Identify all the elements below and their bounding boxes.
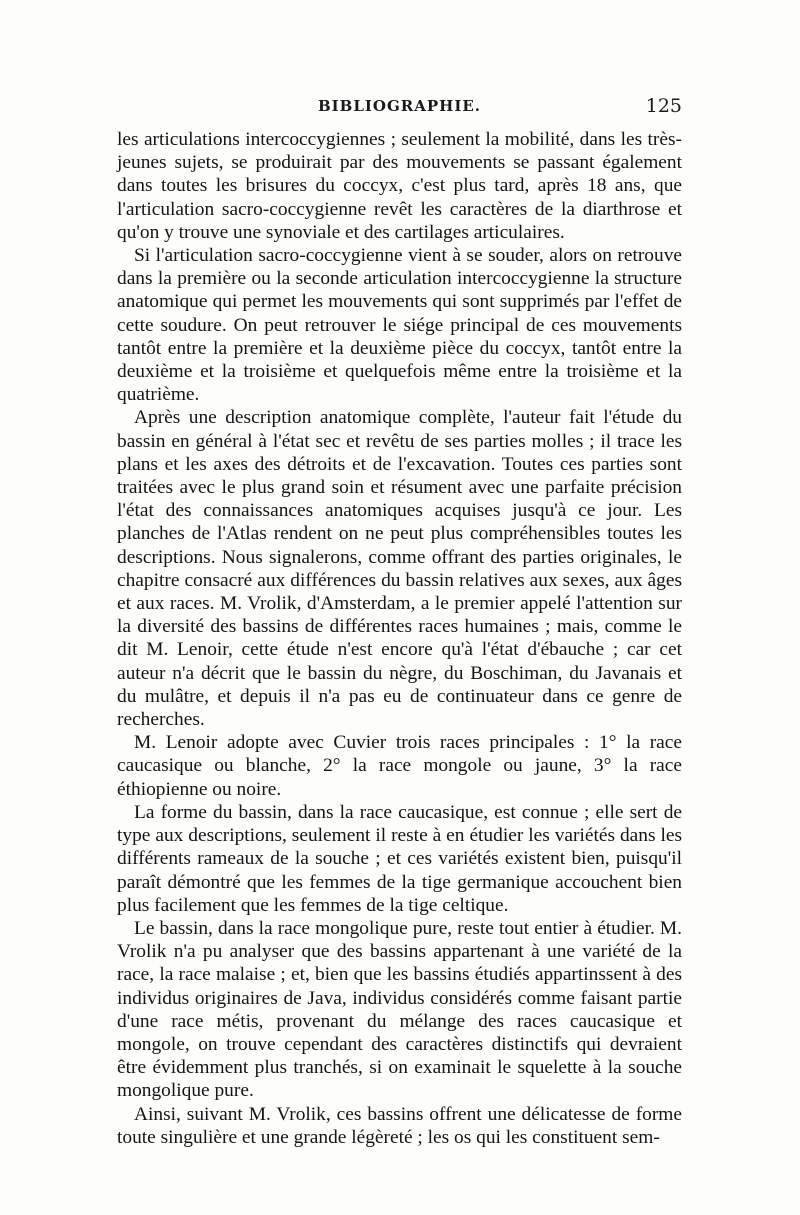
paragraph: Après une description anatomique complète, l'auteur fait l'étude du bassin en général à l'état sec et revêtu de ses parties molles ; il trace les plans et les axes des détroits et de l'excavation. Toutes ces parties sont traitées avec le plus grand soin et résument avec une parfaite précision l'état des connaissances anatomiques acquises jusqu'à ce jour. Les planches de l'Atlas rendent on ne peut plus compréhensibles toutes les descriptions. Nous signalerons, comme offrant des parties originales, le chapitre consacré aux différences du bassin relatives aux sexes, aux âges et aux races. M. Vrolik, d'Amsterdam, a le premier appelé l'attention sur la diversité des bassins de différentes races humaines ; mais, comme le dit M. Lenoir, cette étude n'est encore qu'à l'état d'ébauche ; car cet auteur n'a décrit que le bassin du nègre, du Boschiman, du Javanais et du mulâtre, et depuis il n'a pas eu de continuateur dans ce genre de recherches. <box>117 407 682 731</box>
running-title: BIBLIOGRAPHIE. <box>317 97 482 115</box>
paragraph: les articulations intercoccygiennes ; seulement la mobilité, dans les très-jeunes sujets, se produirait par des mouvements se passant également dans toutes les brisures du coccyx, c'est plus tard, après 18 ans, que l'articulation sacro-coccygienne revêt les caractères de la diarthrose et qu'on y trouve une synoviale et des cartilages articulaires. <box>117 129 682 243</box>
page-number: 125 <box>645 95 682 117</box>
paragraph: La forme du bassin, dans la race caucasique, est connue ; elle sert de type aux descriptions, seulement il reste à en étudier les variétés dans les différents rameaux de la souche ; et ces variétés existent bien, puisqu'il paraît démontré que les femmes de la tige germanique accouchent bien plus facilement que les femmes de la tige celtique. <box>117 801 682 916</box>
paragraph: Le bassin, dans la race mongolique pure, reste tout entier à étudier. M. Vrolik n'a pu analyser que des bassins appartenant à une variété de la race, la race malaise ; et, bien que les bassins étudiés appartinssent à des individus originaires de Java, individus considérés comme faisant partie d'une race métis, provenant du mélange des races caucasique et mongole, on trouve cependant des caractères distinctifs qui devraient être évidemment plus tranchés, si on examinait le squelette à la souche mongolique pure. <box>117 917 682 1102</box>
paragraph: Si l'articulation sacro-coccygienne vient à se souder, alors on retrouve dans la première ou la seconde articulation intercoccygienne la structure anatomique qui permet les mouvements qui sont supprimés par l'effet de cette soudure. On peut retrouver le siége principal de ces mouvements tantôt entre la première et la deuxième pièce du coccyx, tantôt entre la deuxième et la troisième et quelquefois même entre la troisième et la quatrième. <box>117 245 682 406</box>
paragraph: M. Lenoir adopte avec Cuvier trois races principales : 1° la race caucasique ou blanche, 2° la race mongole ou jaune, 3° la race éthiopienne ou noire. <box>117 732 682 800</box>
page-header <box>117 93 682 119</box>
body-text <box>117 128 682 1149</box>
paragraph: Ainsi, suivant M. Vrolik, ces bassins offrent une délicatesse de forme toute singulière et une grande légèreté ; les os qui les constituent sem- <box>117 1103 682 1148</box>
